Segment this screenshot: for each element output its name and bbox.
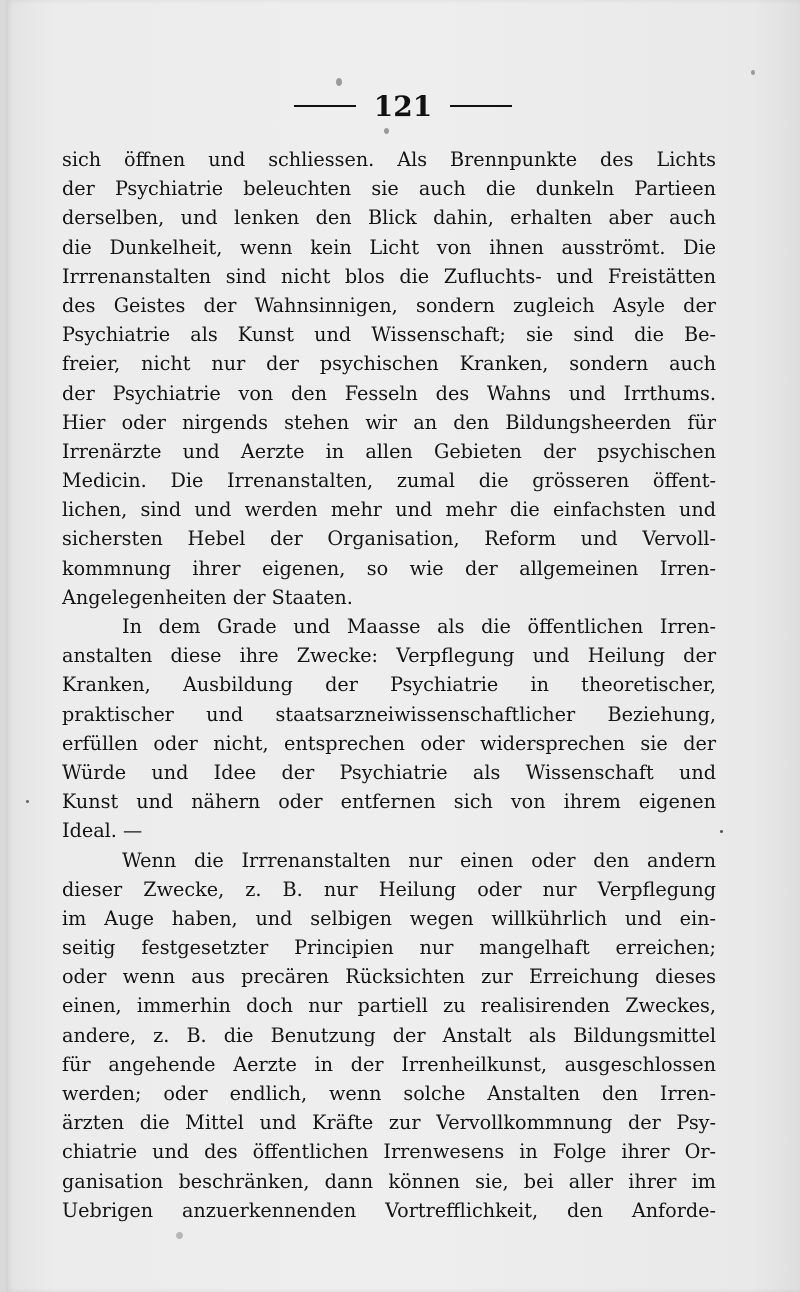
text-line: Uebrigen anzuerkennenden Vortrefflichkeit, den Anforde- [62,1198,716,1222]
text-line: seitig festgesetzter Principien nur mangelhaft erreichen; [62,936,716,960]
text-line: chiatrie und des öffentlichen Irrenwesens in Folge ihrer Or- [62,1140,716,1164]
text-line: Irrenärzte und Aerzte in allen Gebieten der psychischen [62,439,716,463]
body-text [62,145,716,1225]
text-line: Hier oder nirgends stehen wir an den Bildungsheerden für [62,410,716,434]
text-line: Medicin. Die Irrenanstalten, zumal die grösseren öffent- [62,469,716,493]
text-line: ärzten die Mittel und Kräfte zur Vervollkommnung der Psy- [62,1111,716,1135]
text-line: In dem Grade und Maasse als die öffentlichen Irren- [122,615,716,638]
text-line: sich öffnen und schliessen. Als Brennpunkte des Lichts [62,148,716,171]
text-line: die Dunkelheit, wenn kein Licht von ihnen ausströmt. Die [62,235,716,259]
paper-speck [384,128,389,134]
text-line: Irrrenanstalten sind nicht blos die Zufluchts- und Freistätten [62,264,716,288]
paper-speck [176,1232,183,1239]
text-line: oder wenn aus precären Rücksichten zur Erreichung dieses [62,965,716,989]
text-line: Psychiatrie als Kunst und Wissenschaft; sie sind die Be- [62,323,716,347]
book-page [6,0,800,1292]
text-line: Kunst und nähern oder entfernen sich von ihrem eigenen [62,790,716,814]
page-number: 121 [373,89,433,123]
text-line: erfüllen oder nicht, entsprechen oder widersprechen sie der [62,731,716,755]
paper-speck [751,70,755,75]
text-line: freier, nicht nur der psychischen Kranken, sondern auch [62,352,716,376]
text-line: anstalten diese ihre Zwecke: Verpflegung und Heilung der [62,644,716,668]
text-line: dieser Zwecke, z. B. nur Heilung oder nur Verpflegung [62,877,716,901]
text-line: andere, z. B. die Benutzung der Anstalt als Bildungsmittel [62,1023,716,1047]
text-line: sichersten Hebel der Organisation, Reform und Vervoll- [62,527,716,551]
text-line: derselben, und lenken den Blick dahin, erhalten aber auch [62,206,716,230]
page-header [6,88,800,124]
paper-speck [720,830,723,833]
text-line: für angehende Aerzte in der Irrenheilkunst, ausgeschlossen [62,1052,716,1076]
text-line: Würde und Idee der Psychiatrie als Wissenschaft und [62,760,716,784]
text-line: lichen, sind und werden mehr und mehr die einfachsten und [62,498,716,522]
text-line: kommnung ihrer eigenen, so wie der allgemeinen Irren- [62,556,716,580]
header-rule-right [450,105,512,107]
text-line: der Psychiatrie von den Fesseln des Wahns und Irrthums. [62,381,716,405]
paper-speck [336,78,342,86]
text-line: Ideal. — [62,819,143,843]
header-rule-left [294,105,356,107]
paper-speck [26,800,29,803]
text-line: Angelegenheiten der Staaten. [62,585,353,609]
text-line: ganisation beschränken, dann können sie, bei aller ihrer im [62,1169,716,1193]
text-line: Kranken, Ausbildung der Psychiatrie in theoretischer, [62,673,716,697]
text-line: werden; oder endlich, wenn solche Anstalten den Irren- [62,1082,716,1105]
text-line: Wenn die Irrrenanstalten nur einen oder den andern [122,848,716,872]
text-line: praktischer und staatsarzneiwissenschaftlicher Beziehung, [62,702,716,726]
text-line: im Auge haben, und selbigen wegen willkührlich und ein- [62,906,716,930]
text-line: der Psychiatrie beleuchten sie auch die dunkeln Partieen [62,177,716,201]
text-line: des Geistes der Wahnsinnigen, sondern zugleich Asyle der [62,293,716,317]
text-line: einen, immerhin doch nur partiell zu realisirenden Zweckes, [62,994,716,1018]
